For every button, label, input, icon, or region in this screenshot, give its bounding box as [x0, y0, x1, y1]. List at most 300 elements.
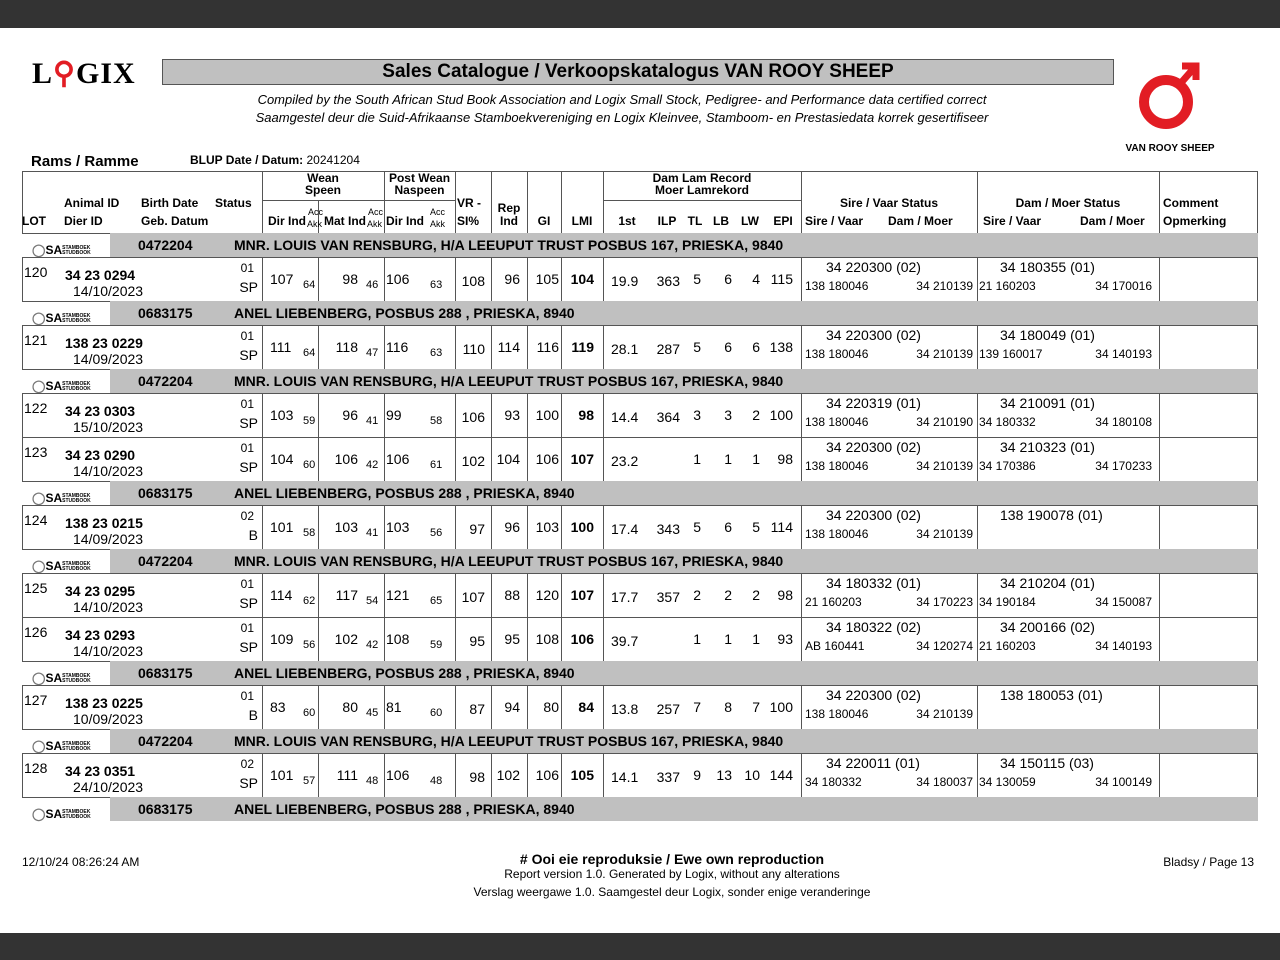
footer-version-en: Report version 1.0. Generated by Logix, without any alterations — [504, 867, 840, 881]
birth-date: 14/10/2023 — [73, 643, 144, 659]
dam-dam: 34 170016 — [1095, 279, 1152, 293]
lb: 6 — [724, 519, 732, 535]
header-dam-status: Dam / Moer Status — [1015, 196, 1121, 210]
header-status: Status — [215, 196, 252, 210]
dam: 34 180355 (01) — [1000, 259, 1095, 275]
header-wean: Wean — [307, 171, 339, 185]
postwean-dir-ind: 106 — [386, 271, 410, 287]
header-ilp: ILP — [657, 214, 677, 228]
wean-mat-ind: 80 — [342, 699, 358, 715]
wean-mat-ind: 102 — [334, 631, 358, 647]
birth-date: 10/09/2023 — [73, 711, 144, 727]
wean-dir-acc: 60 — [303, 459, 316, 471]
divider — [801, 617, 802, 661]
sire: 34 220300 (02) — [826, 439, 921, 455]
page-title: Sales Catalogue / Verkoopskatalogus VAN ROOY SHEEP — [162, 59, 1114, 85]
divider — [801, 393, 802, 437]
rep-ind: 94 — [504, 699, 520, 715]
divider — [262, 753, 263, 797]
divider — [262, 685, 263, 729]
divider — [262, 325, 263, 369]
header-dam-sire-vaar: Sire / Vaar — [983, 214, 1042, 228]
header-dier-id: Dier ID — [64, 214, 103, 228]
dam-sire: 34 190184 — [979, 595, 1036, 609]
tl: 5 — [693, 339, 701, 355]
sa-studbook-logo: ◯SASTAMBOEK STUDBOOK — [32, 671, 91, 685]
sire-dam: 34 210139 — [916, 279, 973, 293]
header-geb-datum: Geb. Datum — [141, 214, 209, 228]
dam: 138 180053 (01) — [1000, 687, 1103, 703]
postwean-dir-acc: 61 — [430, 459, 443, 471]
first-lamb-age: 14.1 — [611, 769, 639, 785]
birth-date: 14/10/2023 — [73, 599, 144, 615]
vr-si: 107 — [461, 589, 485, 605]
status-type: SP — [239, 279, 258, 295]
lmi: 106 — [570, 631, 594, 647]
animal-id: 34 23 0294 — [65, 267, 136, 283]
breeder-code: 0472204 — [138, 237, 193, 253]
lw: 2 — [752, 587, 760, 603]
header-dam-lam: Dam Lam Record — [652, 171, 752, 185]
lb: 6 — [724, 339, 732, 355]
header-animal-id: Animal ID — [64, 196, 120, 210]
lot-number: 126 — [24, 624, 48, 640]
ilp: 257 — [656, 701, 680, 717]
header-opmerking: Opmerking — [1163, 214, 1227, 228]
lb: 1 — [724, 451, 732, 467]
status-type: SP — [239, 347, 258, 363]
gi: 100 — [535, 407, 559, 423]
divider — [262, 393, 263, 437]
birth-date: 14/10/2023 — [73, 283, 144, 299]
header-tl: TL — [687, 214, 703, 228]
wean-mat-ind: 98 — [342, 271, 358, 287]
epi: 115 — [770, 271, 793, 287]
dam: 34 180049 (01) — [1000, 327, 1095, 343]
header-akk: Akk — [307, 219, 323, 229]
dam: 34 210323 (01) — [1000, 439, 1095, 455]
gi: 116 — [536, 339, 559, 355]
header-acc: Acc — [368, 207, 384, 217]
epi: 98 — [777, 451, 793, 467]
van-rooy-logo — [1118, 58, 1222, 156]
wean-dir-acc: 62 — [303, 595, 316, 607]
sa-studbook-logo: ◯SASTAMBOEK STUDBOOK — [32, 243, 91, 257]
top-bar — [0, 0, 1280, 28]
wean-mat-ind: 106 — [334, 451, 358, 467]
wean-mat-acc: 42 — [366, 459, 379, 471]
lmi: 84 — [578, 699, 594, 715]
dam-sire: 21 160203 — [979, 639, 1036, 653]
breeder-code: 0683175 — [138, 665, 193, 681]
header-vr: VR - — [457, 196, 481, 210]
ilp: 343 — [656, 521, 680, 537]
gi: 105 — [535, 271, 559, 287]
divider — [1159, 505, 1160, 549]
divider — [1159, 393, 1160, 437]
divider — [977, 617, 978, 661]
divider — [262, 200, 455, 201]
lb: 6 — [724, 271, 732, 287]
divider — [603, 257, 604, 301]
wean-dir-acc: 64 — [303, 279, 316, 291]
ilp: 363 — [656, 273, 680, 289]
dam-sire: 34 130059 — [979, 775, 1036, 789]
divider — [1159, 257, 1160, 301]
header-birth-date: Birth Date — [141, 196, 199, 210]
epi: 114 — [770, 519, 793, 535]
divider — [801, 257, 802, 301]
animal-id: 138 23 0229 — [65, 335, 143, 351]
status-code: 01 — [240, 397, 254, 411]
divider — [384, 573, 385, 617]
status-code: 02 — [240, 757, 254, 771]
lw: 6 — [752, 339, 760, 355]
header-first: 1st — [618, 214, 636, 228]
wean-mat-ind: 118 — [335, 339, 358, 355]
epi: 100 — [769, 699, 793, 715]
sire: 34 220011 (01) — [826, 755, 920, 771]
status-code: 01 — [240, 261, 254, 275]
wean-dir-ind: 83 — [270, 699, 286, 715]
lmi: 100 — [570, 519, 594, 535]
lot-number: 127 — [24, 692, 48, 708]
sire-dam: 34 120274 — [916, 639, 973, 653]
tl: 1 — [693, 451, 701, 467]
lmi: 107 — [570, 451, 594, 467]
dam: 34 200166 (02) — [1000, 619, 1095, 635]
divider — [801, 573, 802, 617]
lot-number: 124 — [24, 512, 48, 528]
dam: 34 210091 (01) — [1000, 395, 1095, 411]
divider — [384, 617, 385, 661]
lmi: 119 — [571, 339, 594, 355]
divider — [384, 753, 385, 797]
divider — [603, 753, 604, 797]
wean-mat-acc: 45 — [366, 707, 379, 719]
breeder-name: ANEL LIEBENBERG, POSBUS 288 , PRIESKA, 8940 — [234, 801, 575, 817]
tl: 3 — [693, 407, 701, 423]
wean-dir-acc: 56 — [303, 639, 316, 651]
postwean-dir-ind: 106 — [386, 451, 410, 467]
lot-number: 121 — [24, 332, 48, 348]
subtitle-en: Compiled by the South African Stud Book Association and Logix Small Stock, Pedigree- and Performance data certified correct — [257, 92, 987, 107]
divider — [977, 393, 978, 437]
logix-logo: L⚲GIX — [32, 57, 136, 90]
vr-si: 87 — [469, 701, 485, 717]
first-lamb-age: 17.7 — [611, 589, 639, 605]
dam-dam: 34 140193 — [1095, 639, 1152, 653]
epi: 98 — [777, 587, 793, 603]
status-type: SP — [239, 459, 258, 475]
postwean-dir-ind: 108 — [386, 631, 410, 647]
vr-si: 98 — [469, 769, 485, 785]
lot-number: 122 — [24, 400, 48, 416]
sire: 34 220300 (02) — [826, 687, 921, 703]
postwean-dir-ind: 99 — [386, 407, 402, 423]
blup-label: BLUP Date / Datum: — [190, 153, 304, 167]
divider — [384, 505, 385, 549]
vr-si: 106 — [461, 409, 485, 425]
tl: 2 — [693, 587, 701, 603]
vr-si: 108 — [461, 273, 485, 289]
divider — [1159, 573, 1160, 617]
divider — [801, 753, 802, 797]
ilp: 337 — [656, 769, 680, 785]
first-lamb-age: 19.9 — [611, 273, 639, 289]
header-sire-dam-moer: Dam / Moer — [888, 214, 953, 228]
wean-mat-ind: 111 — [336, 767, 358, 783]
divider — [262, 617, 263, 661]
first-lamb-age: 13.8 — [611, 701, 639, 717]
lot-number: 128 — [24, 760, 48, 776]
status-type: B — [248, 707, 258, 723]
header-dam-dam-moer: Dam / Moer — [1080, 214, 1145, 228]
header-si: SI% — [457, 214, 480, 228]
sire-dam: 34 210190 — [916, 415, 973, 429]
status-type: SP — [239, 415, 258, 431]
divider — [977, 437, 978, 481]
divider — [1159, 437, 1160, 481]
divider — [1159, 617, 1160, 661]
birth-date: 15/10/2023 — [73, 419, 144, 435]
wean-dir-ind: 111 — [270, 339, 292, 355]
dam-dam: 34 100149 — [1095, 775, 1152, 789]
animal-id: 34 23 0351 — [65, 763, 136, 779]
wean-dir-acc: 57 — [303, 775, 316, 787]
gi: 106 — [535, 451, 559, 467]
divider — [801, 505, 802, 549]
wean-dir-ind: 103 — [270, 407, 294, 423]
first-lamb-age: 14.4 — [611, 409, 639, 425]
tl: 1 — [693, 631, 701, 647]
footer-notice: # Ooi eie reproduksie / Ewe own reproduction — [519, 851, 825, 867]
birth-date: 14/09/2023 — [73, 351, 144, 367]
status-code: 01 — [240, 621, 254, 635]
divider — [262, 505, 263, 549]
gi: 103 — [535, 519, 559, 535]
wean-mat-acc: 54 — [366, 595, 379, 607]
epi: 138 — [769, 339, 793, 355]
postwean-dir-acc: 58 — [430, 415, 443, 427]
header-speen: Speen — [304, 183, 341, 197]
birth-date: 14/10/2023 — [73, 463, 144, 479]
gi: 108 — [535, 631, 559, 647]
wean-dir-ind: 101 — [270, 767, 294, 783]
vr-si: 97 — [469, 521, 485, 537]
vr-si: 102 — [461, 453, 485, 469]
postwean-dir-acc: 65 — [430, 595, 443, 607]
lw: 5 — [752, 519, 760, 535]
gi: 106 — [535, 767, 559, 783]
sire-sire: 138 180046 — [805, 347, 869, 361]
male-symbol-icon — [1130, 58, 1210, 138]
gi: 120 — [535, 587, 559, 603]
animal-id: 34 23 0293 — [65, 627, 136, 643]
dam-sire: 21 160203 — [979, 279, 1036, 293]
ilp: 364 — [656, 409, 680, 425]
breeder-code: 0683175 — [138, 485, 193, 501]
divider — [977, 325, 978, 369]
wean-dir-acc: 60 — [303, 707, 316, 719]
epi: 100 — [769, 407, 793, 423]
first-lamb-age: 17.4 — [611, 521, 639, 537]
header-gi: GI — [537, 214, 551, 228]
dam-dam: 34 170233 — [1095, 459, 1152, 473]
first-lamb-age: 28.1 — [611, 341, 639, 357]
postwean-dir-ind: 121 — [386, 587, 410, 603]
wean-mat-ind: 103 — [334, 519, 358, 535]
section-title: Rams / Ramme — [31, 153, 139, 170]
lot-number: 123 — [24, 444, 48, 460]
divider — [1159, 325, 1160, 369]
header-acc: Acc — [308, 207, 324, 217]
postwean-dir-ind: 103 — [386, 519, 410, 535]
divider — [1159, 753, 1160, 797]
sire-sire: 138 180046 — [805, 527, 869, 541]
sire-dam: 34 180037 — [916, 775, 973, 789]
postwean-dir-acc: 63 — [430, 347, 443, 359]
header-rep-ind: Ind — [500, 214, 518, 228]
status-code: 01 — [240, 329, 254, 343]
sire-dam: 34 210139 — [916, 347, 973, 361]
divider — [603, 617, 604, 661]
wean-mat-acc: 42 — [366, 639, 379, 651]
divider — [603, 685, 604, 729]
postwean-dir-acc: 56 — [430, 527, 443, 539]
header-akk: Akk — [430, 219, 446, 229]
divider — [384, 325, 385, 369]
status-code: 01 — [240, 441, 254, 455]
divider — [262, 573, 263, 617]
sa-studbook-logo: ◯SASTAMBOEK STUDBOOK — [32, 807, 91, 821]
header-lmi: LMI — [571, 214, 593, 228]
wean-mat-acc: 47 — [366, 347, 379, 359]
divider — [801, 325, 802, 369]
breeder-name: MNR. LOUIS VAN RENSBURG, H/A LEEUPUT TRUST POSBUS 167, PRIESKA, 9840 — [234, 237, 784, 253]
header-rep: Rep — [497, 201, 521, 215]
wean-mat-ind: 96 — [342, 407, 358, 423]
dam: 138 190078 (01) — [1000, 507, 1103, 523]
lb: 13 — [716, 767, 732, 783]
divider — [384, 437, 385, 481]
header-sire-vaar: Sire / Vaar — [805, 214, 864, 228]
tl: 5 — [693, 271, 701, 287]
status-type: SP — [239, 775, 258, 791]
divider — [1159, 685, 1160, 729]
divider — [603, 325, 604, 369]
breeder-code: 0472204 — [138, 553, 193, 569]
animal-id: 34 23 0303 — [65, 403, 136, 419]
tl: 7 — [693, 699, 701, 715]
wean-dir-ind: 101 — [270, 519, 294, 535]
status-type: SP — [239, 595, 258, 611]
header-post-wean: Post Wean — [388, 171, 451, 185]
lw: 4 — [752, 271, 760, 287]
rep-ind: 93 — [504, 407, 520, 423]
breeder-name: ANEL LIEBENBERG, POSBUS 288 , PRIESKA, 8940 — [234, 305, 575, 321]
tl: 9 — [693, 767, 701, 783]
divider — [603, 505, 604, 549]
header-acc: Acc — [430, 207, 446, 217]
sire: 34 180322 (02) — [826, 619, 921, 635]
header-lb: LB — [713, 214, 729, 228]
wean-dir-ind: 104 — [270, 451, 294, 467]
postwean-dir-acc: 59 — [430, 639, 443, 651]
divider — [384, 257, 385, 301]
postwean-dir-ind: 81 — [386, 699, 402, 715]
dam-dam: 34 150087 — [1095, 595, 1152, 609]
divider — [262, 437, 263, 481]
header-pw-dir-ind: Dir Ind — [386, 214, 424, 228]
lb: 8 — [724, 699, 732, 715]
status-type: B — [248, 527, 258, 543]
rep-ind: 114 — [497, 339, 520, 355]
divider — [455, 171, 456, 233]
wean-dir-ind: 107 — [270, 271, 294, 287]
divider — [603, 437, 604, 481]
lw: 1 — [752, 631, 760, 647]
divider — [262, 257, 263, 301]
sire-dam: 34 210139 — [916, 527, 973, 541]
status-code: 01 — [240, 689, 254, 703]
lmi: 104 — [570, 271, 594, 287]
dam-sire: 139 160017 — [979, 347, 1043, 361]
wean-dir-acc: 64 — [303, 347, 316, 359]
first-lamb-age: 23.2 — [611, 453, 639, 469]
postwean-dir-acc: 48 — [430, 775, 443, 787]
divider — [1159, 171, 1160, 233]
sa-studbook-logo: ◯SASTAMBOEK STUDBOOK — [32, 379, 91, 393]
ilp: 287 — [656, 341, 680, 357]
sa-studbook-logo: ◯SASTAMBOEK STUDBOOK — [32, 311, 91, 325]
sire-sire: 34 180332 — [805, 775, 862, 789]
sire-sire: 138 180046 — [805, 279, 869, 293]
wean-mat-acc: 41 — [366, 415, 379, 427]
lb: 2 — [724, 587, 732, 603]
header-mat-ind: Mat Ind — [324, 214, 366, 228]
sire-sire: 138 180046 — [805, 459, 869, 473]
wean-mat-ind: 117 — [335, 587, 358, 603]
vr-si: 95 — [469, 633, 485, 649]
rep-ind: 104 — [496, 451, 520, 467]
bottom-bar — [0, 933, 1280, 960]
ilp: 357 — [656, 589, 680, 605]
sire: 34 220300 (02) — [826, 259, 921, 275]
wean-mat-acc: 41 — [366, 527, 379, 539]
rep-ind: 96 — [504, 271, 520, 287]
sa-studbook-logo: ◯SASTAMBOEK STUDBOOK — [32, 491, 91, 505]
postwean-dir-ind: 116 — [386, 339, 409, 355]
vr-si: 110 — [462, 341, 485, 357]
breeder-code: 0683175 — [138, 305, 193, 321]
blup-value: 20241204 — [306, 153, 360, 167]
header-comment: Comment — [1163, 196, 1219, 210]
header-naspeen: Naspeen — [394, 183, 445, 197]
divider — [977, 573, 978, 617]
lot-number: 120 — [24, 264, 48, 280]
wean-dir-acc: 58 — [303, 527, 316, 539]
header-epi: EPI — [773, 214, 793, 228]
divider — [801, 685, 802, 729]
dam-sire: 34 180332 — [979, 415, 1036, 429]
epi: 93 — [777, 631, 793, 647]
lb: 3 — [724, 407, 732, 423]
sire: 34 220300 (02) — [826, 327, 921, 343]
sire-sire: 138 180046 — [805, 415, 869, 429]
birth-date: 24/10/2023 — [73, 779, 144, 795]
divider — [977, 257, 978, 301]
